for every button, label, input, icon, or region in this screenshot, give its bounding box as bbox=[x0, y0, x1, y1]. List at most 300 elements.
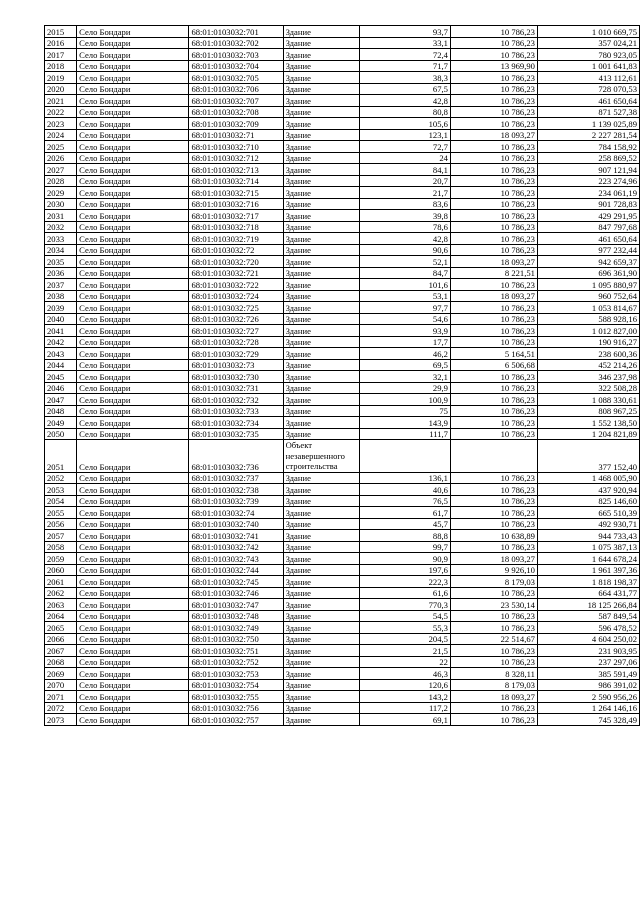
row-number: 2044 bbox=[45, 359, 77, 371]
area-value: 136,1 bbox=[359, 472, 450, 484]
object-type: Объект незавершенного строительства bbox=[283, 440, 359, 473]
table-row bbox=[45, 553, 640, 565]
settlement-name: Село Бондари bbox=[77, 702, 189, 714]
unit-value: 18 093,27 bbox=[450, 256, 537, 268]
object-type: Здание bbox=[283, 106, 359, 118]
cadastral-value: 1 264 146,16 bbox=[537, 702, 639, 714]
row-number: 2028 bbox=[45, 175, 77, 187]
cadastral-number: 68:01:0103032:732 bbox=[189, 394, 283, 406]
row-number: 2037 bbox=[45, 279, 77, 291]
table-row bbox=[45, 440, 640, 473]
area-value: 67,5 bbox=[359, 83, 450, 95]
settlement-name: Село Бондари bbox=[77, 95, 189, 107]
cadastral-value: 357 024,21 bbox=[537, 37, 639, 49]
unit-value: 8 221,51 bbox=[450, 267, 537, 279]
cadastral-value: 1 204 821,89 bbox=[537, 428, 639, 440]
settlement-name: Село Бондари bbox=[77, 290, 189, 302]
cadastral-number: 68:01:0103032:752 bbox=[189, 656, 283, 668]
object-type: Здание bbox=[283, 152, 359, 164]
object-type: Здание bbox=[283, 221, 359, 233]
unit-value: 10 786,23 bbox=[450, 394, 537, 406]
unit-value: 10 786,23 bbox=[450, 714, 537, 726]
cadastral-value: 728 070,53 bbox=[537, 83, 639, 95]
settlement-name: Село Бондари bbox=[77, 518, 189, 530]
cadastral-number: 68:01:0103032:702 bbox=[189, 37, 283, 49]
table-row bbox=[45, 576, 640, 588]
unit-value: 13 969,90 bbox=[450, 60, 537, 72]
cadastral-number: 68:01:0103032:725 bbox=[189, 302, 283, 314]
cadastral-value: 346 237,98 bbox=[537, 371, 639, 383]
cadastral-value: 461 650,64 bbox=[537, 233, 639, 245]
settlement-name: Село Бондари bbox=[77, 541, 189, 553]
cadastral-value: 596 478,52 bbox=[537, 622, 639, 634]
table-row bbox=[45, 507, 640, 519]
object-type: Здание bbox=[283, 72, 359, 84]
cadastral-number: 68:01:0103032:727 bbox=[189, 325, 283, 337]
table-row bbox=[45, 37, 640, 49]
cadastral-value: 808 967,25 bbox=[537, 405, 639, 417]
unit-value: 10 786,23 bbox=[450, 95, 537, 107]
cadastral-number: 68:01:0103032:750 bbox=[189, 633, 283, 645]
object-type: Здание bbox=[283, 290, 359, 302]
row-number: 2065 bbox=[45, 622, 77, 634]
table-row bbox=[45, 714, 640, 726]
cadastral-value: 234 061,19 bbox=[537, 187, 639, 199]
object-type: Здание bbox=[283, 484, 359, 496]
unit-value: 10 786,23 bbox=[450, 106, 537, 118]
object-type: Здание bbox=[283, 518, 359, 530]
table-row bbox=[45, 198, 640, 210]
row-number: 2064 bbox=[45, 610, 77, 622]
area-value: 143,9 bbox=[359, 417, 450, 429]
cadastral-number: 68:01:0103032:729 bbox=[189, 348, 283, 360]
settlement-name: Село Бондари bbox=[77, 679, 189, 691]
row-number: 2034 bbox=[45, 244, 77, 256]
object-type: Здание bbox=[283, 668, 359, 680]
row-number: 2025 bbox=[45, 141, 77, 153]
settlement-name: Село Бондари bbox=[77, 118, 189, 130]
settlement-name: Село Бондари bbox=[77, 394, 189, 406]
unit-value: 10 786,23 bbox=[450, 336, 537, 348]
table-row bbox=[45, 336, 640, 348]
cadastral-number: 68:01:0103032:710 bbox=[189, 141, 283, 153]
cadastral-value: 745 328,49 bbox=[537, 714, 639, 726]
table-row bbox=[45, 210, 640, 222]
table-row bbox=[45, 394, 640, 406]
unit-value: 5 164,51 bbox=[450, 348, 537, 360]
area-value: 84,7 bbox=[359, 267, 450, 279]
object-type: Здание bbox=[283, 210, 359, 222]
cadastral-value: 977 232,44 bbox=[537, 244, 639, 256]
area-value: 32,1 bbox=[359, 371, 450, 383]
area-value: 20,7 bbox=[359, 175, 450, 187]
area-value: 33,1 bbox=[359, 37, 450, 49]
unit-value: 6 506,68 bbox=[450, 359, 537, 371]
area-value: 97,7 bbox=[359, 302, 450, 314]
cadastral-number: 68:01:0103032:751 bbox=[189, 645, 283, 657]
area-value: 72,4 bbox=[359, 49, 450, 61]
row-number: 2017 bbox=[45, 49, 77, 61]
object-type: Здание bbox=[283, 141, 359, 153]
table-row bbox=[45, 656, 640, 668]
area-value: 29,9 bbox=[359, 382, 450, 394]
unit-value: 10 786,23 bbox=[450, 233, 537, 245]
row-number: 2046 bbox=[45, 382, 77, 394]
cadastral-number: 68:01:0103032:735 bbox=[189, 428, 283, 440]
settlement-name: Село Бондари bbox=[77, 141, 189, 153]
row-number: 2072 bbox=[45, 702, 77, 714]
unit-value: 18 093,27 bbox=[450, 290, 537, 302]
row-number: 2029 bbox=[45, 187, 77, 199]
cadastral-number: 68:01:0103032:705 bbox=[189, 72, 283, 84]
unit-value: 10 786,23 bbox=[450, 405, 537, 417]
table-row bbox=[45, 290, 640, 302]
table-row bbox=[45, 564, 640, 576]
cadastral-value: 377 152,40 bbox=[537, 440, 639, 473]
cadastral-value: 461 650,64 bbox=[537, 95, 639, 107]
area-value: 93,9 bbox=[359, 325, 450, 337]
table-row bbox=[45, 164, 640, 176]
cadastral-number: 68:01:0103032:74 bbox=[189, 507, 283, 519]
area-value: 90,6 bbox=[359, 244, 450, 256]
settlement-name: Село Бондари bbox=[77, 198, 189, 210]
unit-value: 10 786,23 bbox=[450, 587, 537, 599]
row-number: 2071 bbox=[45, 691, 77, 703]
cadastral-value: 960 752,64 bbox=[537, 290, 639, 302]
cadastral-number: 68:01:0103032:747 bbox=[189, 599, 283, 611]
row-number: 2058 bbox=[45, 541, 77, 553]
cadastral-number: 68:01:0103032:71 bbox=[189, 129, 283, 141]
row-number: 2054 bbox=[45, 495, 77, 507]
settlement-name: Село Бондари bbox=[77, 633, 189, 645]
row-number: 2033 bbox=[45, 233, 77, 245]
unit-value: 10 786,23 bbox=[450, 371, 537, 383]
cadastral-value: 1 001 641,83 bbox=[537, 60, 639, 72]
table-row bbox=[45, 622, 640, 634]
unit-value: 10 786,23 bbox=[450, 164, 537, 176]
unit-value: 10 786,23 bbox=[450, 313, 537, 325]
cadastral-value: 1 075 387,13 bbox=[537, 541, 639, 553]
cadastral-value: 4 604 250,02 bbox=[537, 633, 639, 645]
object-type: Здание bbox=[283, 610, 359, 622]
cadastral-number: 68:01:0103032:73 bbox=[189, 359, 283, 371]
cadastral-value: 780 923,05 bbox=[537, 49, 639, 61]
cadastral-value: 223 274,96 bbox=[537, 175, 639, 187]
cadastral-value: 901 728,83 bbox=[537, 198, 639, 210]
area-value: 69,5 bbox=[359, 359, 450, 371]
unit-value: 10 786,23 bbox=[450, 83, 537, 95]
row-number: 2073 bbox=[45, 714, 77, 726]
cadastral-number: 68:01:0103032:734 bbox=[189, 417, 283, 429]
row-number: 2059 bbox=[45, 553, 77, 565]
cadastral-number: 68:01:0103032:72 bbox=[189, 244, 283, 256]
unit-value bbox=[450, 440, 537, 473]
settlement-name: Село Бондари bbox=[77, 129, 189, 141]
settlement-name: Село Бондари bbox=[77, 610, 189, 622]
cadastral-value: 907 121,94 bbox=[537, 164, 639, 176]
cadastral-value: 1 818 198,37 bbox=[537, 576, 639, 588]
object-type: Здание bbox=[283, 576, 359, 588]
cadastral-number: 68:01:0103032:713 bbox=[189, 164, 283, 176]
cadastral-value: 696 361,90 bbox=[537, 267, 639, 279]
table-row bbox=[45, 313, 640, 325]
row-number: 2063 bbox=[45, 599, 77, 611]
settlement-name: Село Бондари bbox=[77, 382, 189, 394]
object-type: Здание bbox=[283, 118, 359, 130]
unit-value: 10 786,23 bbox=[450, 72, 537, 84]
unit-value: 10 786,23 bbox=[450, 541, 537, 553]
area-value: 22 bbox=[359, 656, 450, 668]
object-type: Здание bbox=[283, 95, 359, 107]
object-type: Здание bbox=[283, 267, 359, 279]
area-value bbox=[359, 440, 450, 473]
settlement-name: Село Бондари bbox=[77, 530, 189, 542]
settlement-name: Село Бондари bbox=[77, 106, 189, 118]
settlement-name: Село Бондари bbox=[77, 484, 189, 496]
object-type: Здание bbox=[283, 553, 359, 565]
table-row bbox=[45, 256, 640, 268]
area-value: 46,2 bbox=[359, 348, 450, 360]
object-type: Здание bbox=[283, 313, 359, 325]
unit-value: 10 786,23 bbox=[450, 382, 537, 394]
object-type: Здание bbox=[283, 26, 359, 38]
row-number: 2036 bbox=[45, 267, 77, 279]
unit-value: 10 786,23 bbox=[450, 325, 537, 337]
cadastral-value: 231 903,95 bbox=[537, 645, 639, 657]
settlement-name: Село Бондари bbox=[77, 83, 189, 95]
cadastral-value: 784 158,92 bbox=[537, 141, 639, 153]
table-row bbox=[45, 587, 640, 599]
cadastral-value: 1 468 005,90 bbox=[537, 472, 639, 484]
object-type: Здание bbox=[283, 714, 359, 726]
unit-value: 18 093,27 bbox=[450, 129, 537, 141]
object-type: Здание bbox=[283, 417, 359, 429]
row-number: 2061 bbox=[45, 576, 77, 588]
table-row bbox=[45, 83, 640, 95]
row-number: 2047 bbox=[45, 394, 77, 406]
area-value: 84,1 bbox=[359, 164, 450, 176]
cadastral-number: 68:01:0103032:745 bbox=[189, 576, 283, 588]
table-row bbox=[45, 233, 640, 245]
table-row bbox=[45, 49, 640, 61]
settlement-name: Село Бондари bbox=[77, 645, 189, 657]
cadastral-number: 68:01:0103032:724 bbox=[189, 290, 283, 302]
area-value: 54,6 bbox=[359, 313, 450, 325]
settlement-name: Село Бондари bbox=[77, 37, 189, 49]
row-number: 2026 bbox=[45, 152, 77, 164]
object-type: Здание bbox=[283, 233, 359, 245]
settlement-name: Село Бондари bbox=[77, 175, 189, 187]
table-row bbox=[45, 60, 640, 72]
area-value: 204,5 bbox=[359, 633, 450, 645]
settlement-name: Село Бондари bbox=[77, 244, 189, 256]
settlement-name: Село Бондари bbox=[77, 371, 189, 383]
object-type: Здание bbox=[283, 679, 359, 691]
unit-value: 10 786,23 bbox=[450, 302, 537, 314]
cadastral-number: 68:01:0103032:754 bbox=[189, 679, 283, 691]
table-row bbox=[45, 484, 640, 496]
table-row bbox=[45, 495, 640, 507]
area-value: 143,2 bbox=[359, 691, 450, 703]
row-number: 2032 bbox=[45, 221, 77, 233]
settlement-name: Село Бондари bbox=[77, 417, 189, 429]
cadastral-number: 68:01:0103032:757 bbox=[189, 714, 283, 726]
object-type: Здание bbox=[283, 336, 359, 348]
settlement-name: Село Бондари bbox=[77, 221, 189, 233]
table-row bbox=[45, 129, 640, 141]
unit-value: 23 530,14 bbox=[450, 599, 537, 611]
table-row bbox=[45, 72, 640, 84]
table-row bbox=[45, 382, 640, 394]
object-type: Здание bbox=[283, 382, 359, 394]
cadastral-value: 665 510,39 bbox=[537, 507, 639, 519]
area-value: 69,1 bbox=[359, 714, 450, 726]
cadastral-number: 68:01:0103032:721 bbox=[189, 267, 283, 279]
cadastral-value: 942 659,37 bbox=[537, 256, 639, 268]
settlement-name: Село Бондари bbox=[77, 313, 189, 325]
object-type: Здание bbox=[283, 656, 359, 668]
unit-value: 10 786,23 bbox=[450, 198, 537, 210]
object-type: Здание bbox=[283, 164, 359, 176]
table-row bbox=[45, 302, 640, 314]
cadastral-number: 68:01:0103032:744 bbox=[189, 564, 283, 576]
area-value: 53,1 bbox=[359, 290, 450, 302]
row-number: 2049 bbox=[45, 417, 77, 429]
unit-value: 10 786,23 bbox=[450, 175, 537, 187]
cadastral-number: 68:01:0103032:756 bbox=[189, 702, 283, 714]
settlement-name: Село Бондари bbox=[77, 507, 189, 519]
object-type: Здание bbox=[283, 302, 359, 314]
table-row bbox=[45, 118, 640, 130]
object-type: Здание bbox=[283, 37, 359, 49]
cadastral-value: 871 527,38 bbox=[537, 106, 639, 118]
object-type: Здание bbox=[283, 244, 359, 256]
cadastral-value: 452 214,26 bbox=[537, 359, 639, 371]
unit-value: 10 786,23 bbox=[450, 495, 537, 507]
cadastral-number: 68:01:0103032:707 bbox=[189, 95, 283, 107]
table-row bbox=[45, 106, 640, 118]
area-value: 40,6 bbox=[359, 484, 450, 496]
area-value: 45,7 bbox=[359, 518, 450, 530]
table-row bbox=[45, 702, 640, 714]
table-row bbox=[45, 541, 640, 553]
unit-value: 10 786,23 bbox=[450, 645, 537, 657]
area-value: 17,7 bbox=[359, 336, 450, 348]
row-number: 2053 bbox=[45, 484, 77, 496]
row-number: 2052 bbox=[45, 472, 77, 484]
cadastral-value: 944 733,43 bbox=[537, 530, 639, 542]
unit-value: 10 786,23 bbox=[450, 210, 537, 222]
area-value: 100,9 bbox=[359, 394, 450, 406]
settlement-name: Село Бондари bbox=[77, 495, 189, 507]
table-row bbox=[45, 175, 640, 187]
table-row bbox=[45, 679, 640, 691]
object-type: Здание bbox=[283, 702, 359, 714]
row-number: 2023 bbox=[45, 118, 77, 130]
area-value: 770,3 bbox=[359, 599, 450, 611]
object-type: Здание bbox=[283, 83, 359, 95]
cadastral-number: 68:01:0103032:718 bbox=[189, 221, 283, 233]
settlement-name: Село Бондари bbox=[77, 359, 189, 371]
row-number: 2066 bbox=[45, 633, 77, 645]
cadastral-number: 68:01:0103032:755 bbox=[189, 691, 283, 703]
settlement-name: Село Бондари bbox=[77, 336, 189, 348]
area-value: 83,6 bbox=[359, 198, 450, 210]
table-row bbox=[45, 405, 640, 417]
area-value: 117,2 bbox=[359, 702, 450, 714]
area-value: 197,6 bbox=[359, 564, 450, 576]
cadastral-value: 1 961 397,36 bbox=[537, 564, 639, 576]
cadastral-number: 68:01:0103032:748 bbox=[189, 610, 283, 622]
cadastral-value: 190 916,27 bbox=[537, 336, 639, 348]
area-value: 105,6 bbox=[359, 118, 450, 130]
object-type: Здание bbox=[283, 564, 359, 576]
table-row bbox=[45, 668, 640, 680]
settlement-name: Село Бондари bbox=[77, 72, 189, 84]
area-value: 55,3 bbox=[359, 622, 450, 634]
row-number: 2055 bbox=[45, 507, 77, 519]
unit-value: 10 786,23 bbox=[450, 484, 537, 496]
area-value: 54,5 bbox=[359, 610, 450, 622]
table-row bbox=[45, 691, 640, 703]
cadastral-value: 492 930,71 bbox=[537, 518, 639, 530]
settlement-name: Село Бондари bbox=[77, 187, 189, 199]
row-number: 2041 bbox=[45, 325, 77, 337]
unit-value: 18 093,27 bbox=[450, 553, 537, 565]
cadastral-number: 68:01:0103032:742 bbox=[189, 541, 283, 553]
cadastral-value: 825 146,60 bbox=[537, 495, 639, 507]
area-value: 123,1 bbox=[359, 129, 450, 141]
settlement-name: Село Бондари bbox=[77, 472, 189, 484]
object-type: Здание bbox=[283, 49, 359, 61]
row-number: 2067 bbox=[45, 645, 77, 657]
object-type: Здание bbox=[283, 428, 359, 440]
cadastral-number: 68:01:0103032:715 bbox=[189, 187, 283, 199]
settlement-name: Село Бондари bbox=[77, 302, 189, 314]
unit-value: 10 786,23 bbox=[450, 152, 537, 164]
object-type: Здание bbox=[283, 405, 359, 417]
table-row bbox=[45, 530, 640, 542]
unit-value: 10 786,23 bbox=[450, 49, 537, 61]
table-row bbox=[45, 633, 640, 645]
cadastral-number: 68:01:0103032:703 bbox=[189, 49, 283, 61]
area-value: 52,1 bbox=[359, 256, 450, 268]
cadastral-value: 664 431,77 bbox=[537, 587, 639, 599]
settlement-name: Село Бондари bbox=[77, 164, 189, 176]
object-type: Здание bbox=[283, 187, 359, 199]
area-value: 99,7 bbox=[359, 541, 450, 553]
unit-value: 8 179,03 bbox=[450, 679, 537, 691]
cadastral-number: 68:01:0103032:736 bbox=[189, 440, 283, 473]
unit-value: 10 786,23 bbox=[450, 610, 537, 622]
unit-value: 10 786,23 bbox=[450, 507, 537, 519]
settlement-name: Село Бондари bbox=[77, 587, 189, 599]
table-row bbox=[45, 610, 640, 622]
object-type: Здание bbox=[283, 599, 359, 611]
settlement-name: Село Бондари bbox=[77, 256, 189, 268]
cadastral-number: 68:01:0103032:719 bbox=[189, 233, 283, 245]
cadastral-number: 68:01:0103032:743 bbox=[189, 553, 283, 565]
unit-value: 10 786,23 bbox=[450, 221, 537, 233]
area-value: 222,3 bbox=[359, 576, 450, 588]
cadastral-value: 1 552 138,50 bbox=[537, 417, 639, 429]
cadastral-number: 68:01:0103032:720 bbox=[189, 256, 283, 268]
cadastral-value: 237 297,06 bbox=[537, 656, 639, 668]
settlement-name: Село Бондари bbox=[77, 599, 189, 611]
settlement-name: Село Бондари bbox=[77, 152, 189, 164]
area-value: 75 bbox=[359, 405, 450, 417]
area-value: 111,7 bbox=[359, 428, 450, 440]
